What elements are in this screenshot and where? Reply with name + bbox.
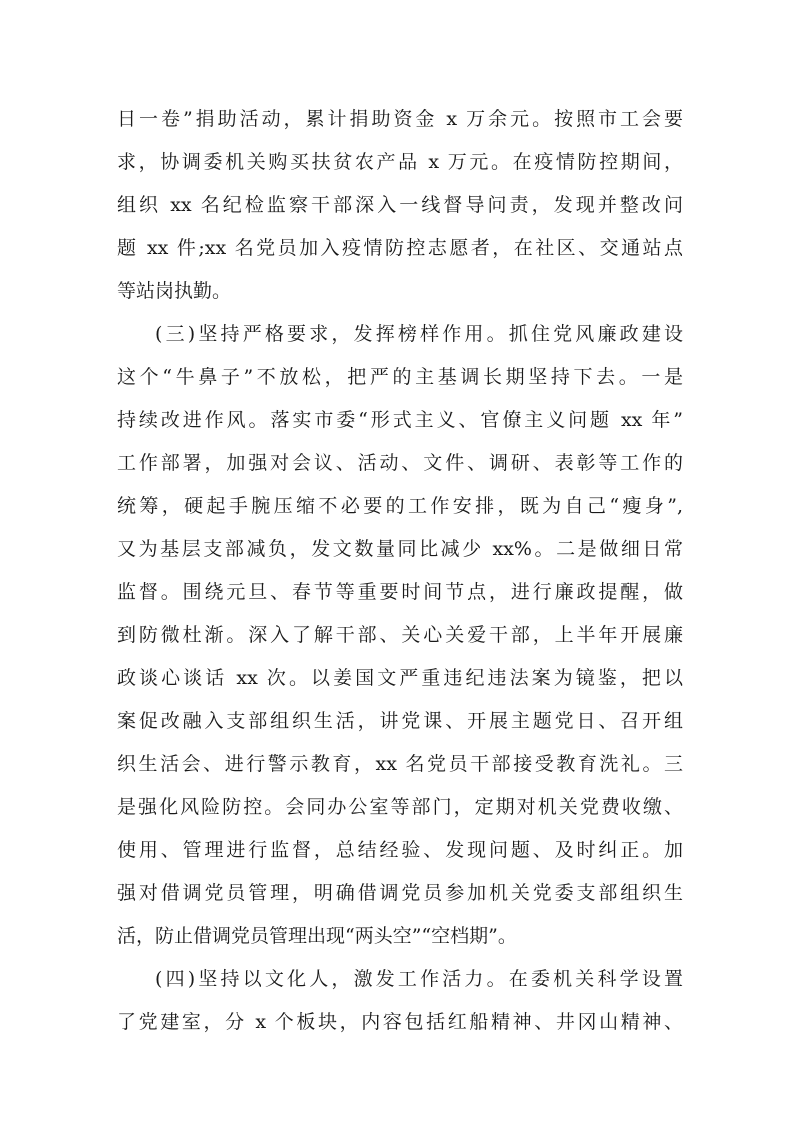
text-line: 组织 xx 名纪检监察干部深入一线督导问责，发现并整改问 bbox=[117, 194, 683, 216]
text-line: 是强化风险防控。会同办公室等部门，定期对机关党费收缴、 bbox=[117, 796, 683, 818]
section-heading-line: (三)坚持严格要求，发挥榜样作用。抓住党风廉政建设 bbox=[155, 323, 683, 345]
text-line: 监督。围绕元旦、春节等重要时间节点，进行廉政提醒，做 bbox=[117, 581, 683, 603]
section-heading-line: (四)坚持以文化人，激发工作活力。在委机关科学设置 bbox=[155, 968, 683, 990]
text-line: 又为基层支部减负，发文数量同比减少 xx%。二是做细日常 bbox=[117, 538, 683, 560]
text-line: 强对借调党员管理，明确借调党员参加机关党委支部组织生 bbox=[117, 882, 683, 904]
text-line: 等站岗执勤。 bbox=[117, 280, 232, 302]
text-line: 工作部署，加强对会议、活动、文件、调研、表彰等工作的 bbox=[117, 452, 683, 474]
text-line: 到防微杜渐。深入了解干部、关心关爱干部，上半年开展廉 bbox=[117, 624, 683, 646]
text-line: 织生活会、进行警示教育，xx 名党员干部接受教育洗礼。三 bbox=[117, 753, 683, 775]
text-line: 题 xx 件;xx 名党员加入疫情防控志愿者，在社区、交通站点 bbox=[117, 237, 683, 259]
text-line: 政谈心谈话 xx 次。以姜国文严重违纪违法案为镜鉴，把以 bbox=[117, 667, 683, 689]
text-line: 了党建室，分 x 个板块，内容包括红船精神、井冈山精神、 bbox=[117, 1011, 683, 1033]
text-line: 这个“牛鼻子”不放松，把严的主基调长期坚持下去。一是 bbox=[117, 366, 683, 388]
text-line: 使用、管理进行监督，总结经验、发现问题、及时纠正。加 bbox=[117, 839, 683, 861]
text-line: 活，防止借调党员管理出现“两头空”“空档期”。 bbox=[117, 925, 517, 947]
text-line: 统筹，硬起手腕压缩不必要的工作安排，既为自己“瘦身”, bbox=[117, 495, 683, 517]
text-line: 求，协调委机关购买扶贫农产品 x 万元。在疫情防控期间， bbox=[117, 151, 683, 173]
text-line: 日一卷”捐助活动，累计捐助资金 x 万余元。按照市工会要 bbox=[117, 108, 683, 130]
document-body bbox=[117, 98, 683, 1044]
text-line: 持续改进作风。落实市委“形式主义、官僚主义问题 xx 年” bbox=[117, 409, 683, 431]
text-line: 案促改融入支部组织生活，讲党课、开展主题党日、召开组 bbox=[117, 710, 683, 732]
